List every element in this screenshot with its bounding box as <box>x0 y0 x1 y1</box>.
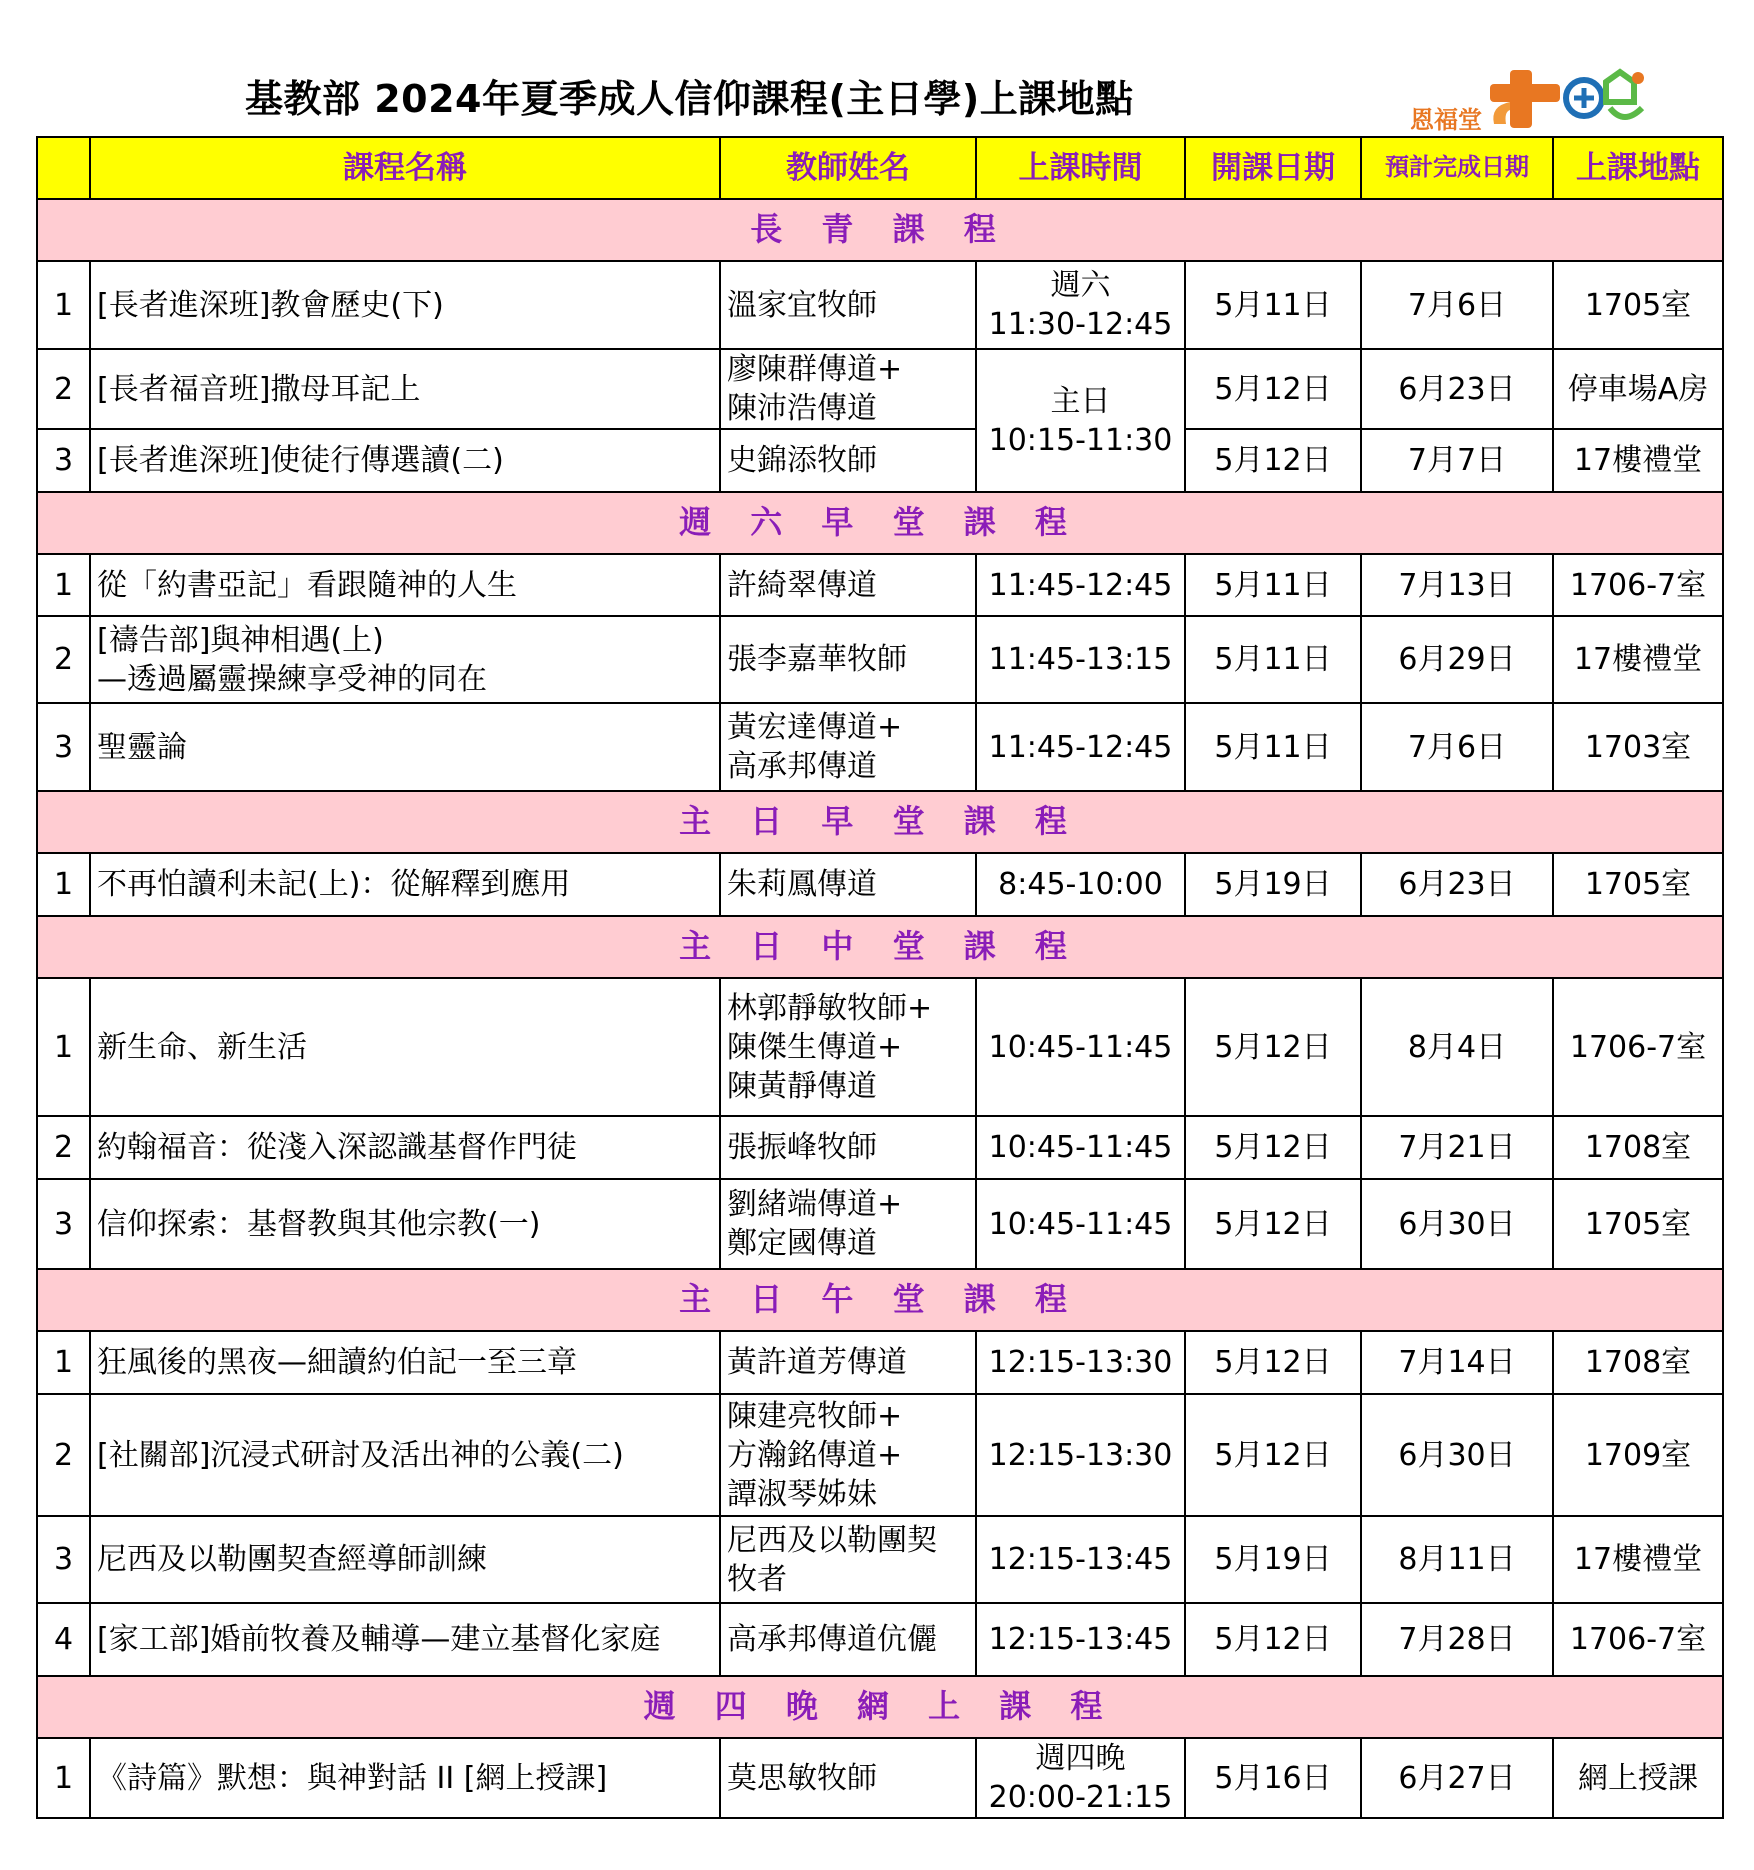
teacher-name: 高承邦傳道伉儷 <box>720 1603 976 1676</box>
class-time <box>976 261 1185 349</box>
teacher-name <box>720 978 976 1116</box>
row-number: 3 <box>37 703 90 791</box>
class-time: 10:45-11:45 <box>976 1116 1185 1179</box>
end-date: 6月29日 <box>1361 616 1553 703</box>
header-end-date: 預計完成日期 <box>1361 137 1553 199</box>
row-number: 2 <box>37 616 90 703</box>
venue: 1703室 <box>1553 703 1723 791</box>
header-venue: 上課地點 <box>1553 137 1723 199</box>
section-title: 週 六 早 堂 課 程 <box>37 492 1723 554</box>
end-date: 7月6日 <box>1361 703 1553 791</box>
row-number: 3 <box>37 1516 90 1603</box>
table-row <box>37 1116 1723 1179</box>
teacher-name: 許綺翠傳道 <box>720 554 976 616</box>
section-row <box>37 916 1723 978</box>
start-date: 5月12日 <box>1185 1331 1361 1394</box>
end-date: 6月30日 <box>1361 1394 1553 1516</box>
class-time: 11:45-12:45 <box>976 554 1185 616</box>
venue: 1705室 <box>1553 853 1723 916</box>
table-row <box>37 1603 1723 1676</box>
start-date: 5月12日 <box>1185 1394 1361 1516</box>
header-start-date: 開課日期 <box>1185 137 1361 199</box>
start-date: 5月12日 <box>1185 1116 1361 1179</box>
venue: 網上授課 <box>1553 1738 1723 1818</box>
table-row <box>37 1179 1723 1269</box>
table-row <box>37 429 1723 492</box>
venue: 17樓禮堂 <box>1553 616 1723 703</box>
venue: 17樓禮堂 <box>1553 429 1723 492</box>
cross-icon <box>1410 66 1560 130</box>
class-time: 12:15-13:45 <box>976 1516 1185 1603</box>
end-date: 7月28日 <box>1361 1603 1553 1676</box>
class-time-day: 週四晚 <box>1035 1741 1126 1776</box>
start-date: 5月12日 <box>1185 429 1361 492</box>
course-line: [禱告部]與神相遇(上) <box>97 622 384 658</box>
teacher-line: 林郭靜敏牧師+ <box>727 990 933 1026</box>
end-date: 6月30日 <box>1361 1179 1553 1269</box>
venue: 1708室 <box>1553 1331 1723 1394</box>
venue: 1706-7室 <box>1553 1603 1723 1676</box>
row-number: 1 <box>37 1738 90 1818</box>
row-number: 1 <box>37 978 90 1116</box>
schedule-table <box>36 136 1724 1819</box>
row-number: 2 <box>37 1394 90 1516</box>
start-date: 5月11日 <box>1185 554 1361 616</box>
teacher-line: 尼西及以勒團契 <box>727 1522 937 1558</box>
teacher-line: 廖陳群傳道+ <box>727 352 903 387</box>
header-row <box>37 137 1723 199</box>
course-name: 狂風後的黑夜—細讀約伯記一至三章 <box>90 1331 720 1394</box>
venue: 1708室 <box>1553 1116 1723 1179</box>
teacher-name: 莫思敏牧師 <box>720 1738 976 1818</box>
venue: 1706-7室 <box>1553 978 1723 1116</box>
ministry-logo-icon <box>1562 68 1652 130</box>
course-name: [長者進深班]教會歷史(下) <box>90 261 720 349</box>
row-number: 4 <box>37 1603 90 1676</box>
section-row <box>37 791 1723 853</box>
teacher-name: 朱莉鳳傳道 <box>720 853 976 916</box>
section-title: 主 日 早 堂 課 程 <box>37 791 1723 853</box>
course-name: 尼西及以勒團契查經導師訓練 <box>90 1516 720 1603</box>
course-name: 《詩篇》默想：與神對話 II [網上授課] <box>90 1738 720 1818</box>
header-course: 課程名稱 <box>90 137 720 199</box>
teacher-line: 劉緒端傳道+ <box>727 1187 903 1222</box>
course-name: 不再怕讀利未記(上)：從解釋到應用 <box>90 853 720 916</box>
table-row <box>37 554 1723 616</box>
venue: 1705室 <box>1553 261 1723 349</box>
table-row <box>37 349 1723 429</box>
class-time-hours: 20:00-21:15 <box>988 1780 1173 1815</box>
row-number: 1 <box>37 554 90 616</box>
section-row <box>37 1269 1723 1331</box>
table-row <box>37 978 1723 1116</box>
class-time: 8:45-10:00 <box>976 853 1185 916</box>
table-row <box>37 616 1723 703</box>
class-time: 11:45-13:15 <box>976 616 1185 703</box>
table-row <box>37 853 1723 916</box>
start-date: 5月12日 <box>1185 1179 1361 1269</box>
class-time-day: 週六 <box>1050 268 1111 303</box>
venue: 1705室 <box>1553 1179 1723 1269</box>
course-name: [長者進深班]使徒行傳選讀(二) <box>90 429 720 492</box>
teacher-line: 高承邦傳道 <box>727 749 877 784</box>
teacher-line: 鄭定國傳道 <box>727 1226 877 1261</box>
end-date: 7月14日 <box>1361 1331 1553 1394</box>
teacher-name: 張李嘉華牧師 <box>720 616 976 703</box>
class-time-hours: 10:15-11:30 <box>988 422 1173 458</box>
class-time: 12:15-13:30 <box>976 1394 1185 1516</box>
header-number <box>37 137 90 199</box>
row-number: 1 <box>37 853 90 916</box>
venue: 停車場A房 <box>1553 349 1723 429</box>
church-logo <box>1410 66 1560 134</box>
table-row <box>37 1394 1723 1516</box>
table-row <box>37 1331 1723 1394</box>
course-name: [長者福音班]撒母耳記上 <box>90 349 720 429</box>
teacher-line: 譚淑琴姊妹 <box>727 1476 877 1512</box>
start-date: 5月12日 <box>1185 978 1361 1116</box>
end-date: 7月21日 <box>1361 1116 1553 1179</box>
course-name: 約翰福音：從淺入深認識基督作門徒 <box>90 1116 720 1179</box>
class-time <box>976 1738 1185 1818</box>
start-date: 5月11日 <box>1185 261 1361 349</box>
course-name: 信仰探索：基督教與其他宗教(一) <box>90 1179 720 1269</box>
end-date: 6月23日 <box>1361 853 1553 916</box>
church-logo-text: 恩福堂 <box>1410 106 1482 134</box>
end-date: 7月6日 <box>1361 261 1553 349</box>
header-teacher: 教師姓名 <box>720 137 976 199</box>
header-time: 上課時間 <box>976 137 1185 199</box>
teacher-line: 陳建亮牧師+ <box>727 1398 903 1434</box>
table-row <box>37 1738 1723 1818</box>
start-date: 5月11日 <box>1185 703 1361 791</box>
start-date: 5月12日 <box>1185 1603 1361 1676</box>
course-name: 聖靈論 <box>90 703 720 791</box>
teacher-name <box>720 1179 976 1269</box>
section-row <box>37 492 1723 554</box>
teacher-line: 陳沛浩傳道 <box>727 391 877 426</box>
table-row <box>37 261 1723 349</box>
class-time: 11:45-12:45 <box>976 703 1185 791</box>
start-date: 5月12日 <box>1185 349 1361 429</box>
teacher-line: 牧者 <box>727 1561 787 1597</box>
section-row <box>37 199 1723 261</box>
section-title: 週 四 晚 網 上 課 程 <box>37 1676 1723 1738</box>
class-time: 12:15-13:30 <box>976 1331 1185 1394</box>
end-date: 7月13日 <box>1361 554 1553 616</box>
page-title: 基教部 2024年夏季成人信仰課程(主日學)上課地點 <box>245 77 1134 121</box>
venue: 1709室 <box>1553 1394 1723 1516</box>
class-time: 10:45-11:45 <box>976 1179 1185 1269</box>
teacher-line: 陳傑生傳道+ <box>727 1029 903 1065</box>
teacher-name <box>720 1516 976 1603</box>
row-number: 2 <box>37 349 90 429</box>
course-name: 新生命、新生活 <box>90 978 720 1116</box>
venue: 1706-7室 <box>1553 554 1723 616</box>
teacher-name: 張振峰牧師 <box>720 1116 976 1179</box>
table-row <box>37 703 1723 791</box>
section-row <box>37 1676 1723 1738</box>
row-number: 2 <box>37 1116 90 1179</box>
end-date: 8月4日 <box>1361 978 1553 1116</box>
table-row <box>37 1516 1723 1603</box>
teacher-name: 溫家宜牧師 <box>720 261 976 349</box>
teacher-line: 方瀚銘傳道+ <box>727 1437 903 1473</box>
start-date: 5月11日 <box>1185 616 1361 703</box>
teacher-name <box>720 703 976 791</box>
teacher-name <box>720 1394 976 1516</box>
end-date: 8月11日 <box>1361 1516 1553 1603</box>
teacher-line: 黃宏達傳道+ <box>727 710 903 745</box>
course-name: 從「約書亞記」看跟隨神的人生 <box>90 554 720 616</box>
end-date: 6月23日 <box>1361 349 1553 429</box>
end-date: 7月7日 <box>1361 429 1553 492</box>
class-time-day: 主日 <box>1050 383 1111 419</box>
class-time: 10:45-11:45 <box>976 978 1185 1116</box>
teacher-name <box>720 349 976 429</box>
class-time <box>976 349 1185 492</box>
teacher-name: 黃許道芳傳道 <box>720 1331 976 1394</box>
teacher-line: 陳黃靜傳道 <box>727 1068 877 1104</box>
row-number: 3 <box>37 429 90 492</box>
teacher-name: 史錦添牧師 <box>720 429 976 492</box>
section-title: 長 青 課 程 <box>37 199 1723 261</box>
venue: 17樓禮堂 <box>1553 1516 1723 1603</box>
class-time: 12:15-13:45 <box>976 1603 1185 1676</box>
section-title: 主 日 午 堂 課 程 <box>37 1269 1723 1331</box>
course-name: [家工部]婚前牧養及輔導—建立基督化家庭 <box>90 1603 720 1676</box>
course-line: —透過屬靈操練享受神的同在 <box>97 661 487 697</box>
class-time-hours: 11:30-12:45 <box>988 307 1173 342</box>
course-name: [社關部]沉浸式研討及活出神的公義(二) <box>90 1394 720 1516</box>
section-title: 主 日 中 堂 課 程 <box>37 916 1723 978</box>
row-number: 1 <box>37 261 90 349</box>
row-number: 3 <box>37 1179 90 1269</box>
end-date: 6月27日 <box>1361 1738 1553 1818</box>
start-date: 5月19日 <box>1185 1516 1361 1603</box>
start-date: 5月16日 <box>1185 1738 1361 1818</box>
course-name <box>90 616 720 703</box>
start-date: 5月19日 <box>1185 853 1361 916</box>
row-number: 1 <box>37 1331 90 1394</box>
